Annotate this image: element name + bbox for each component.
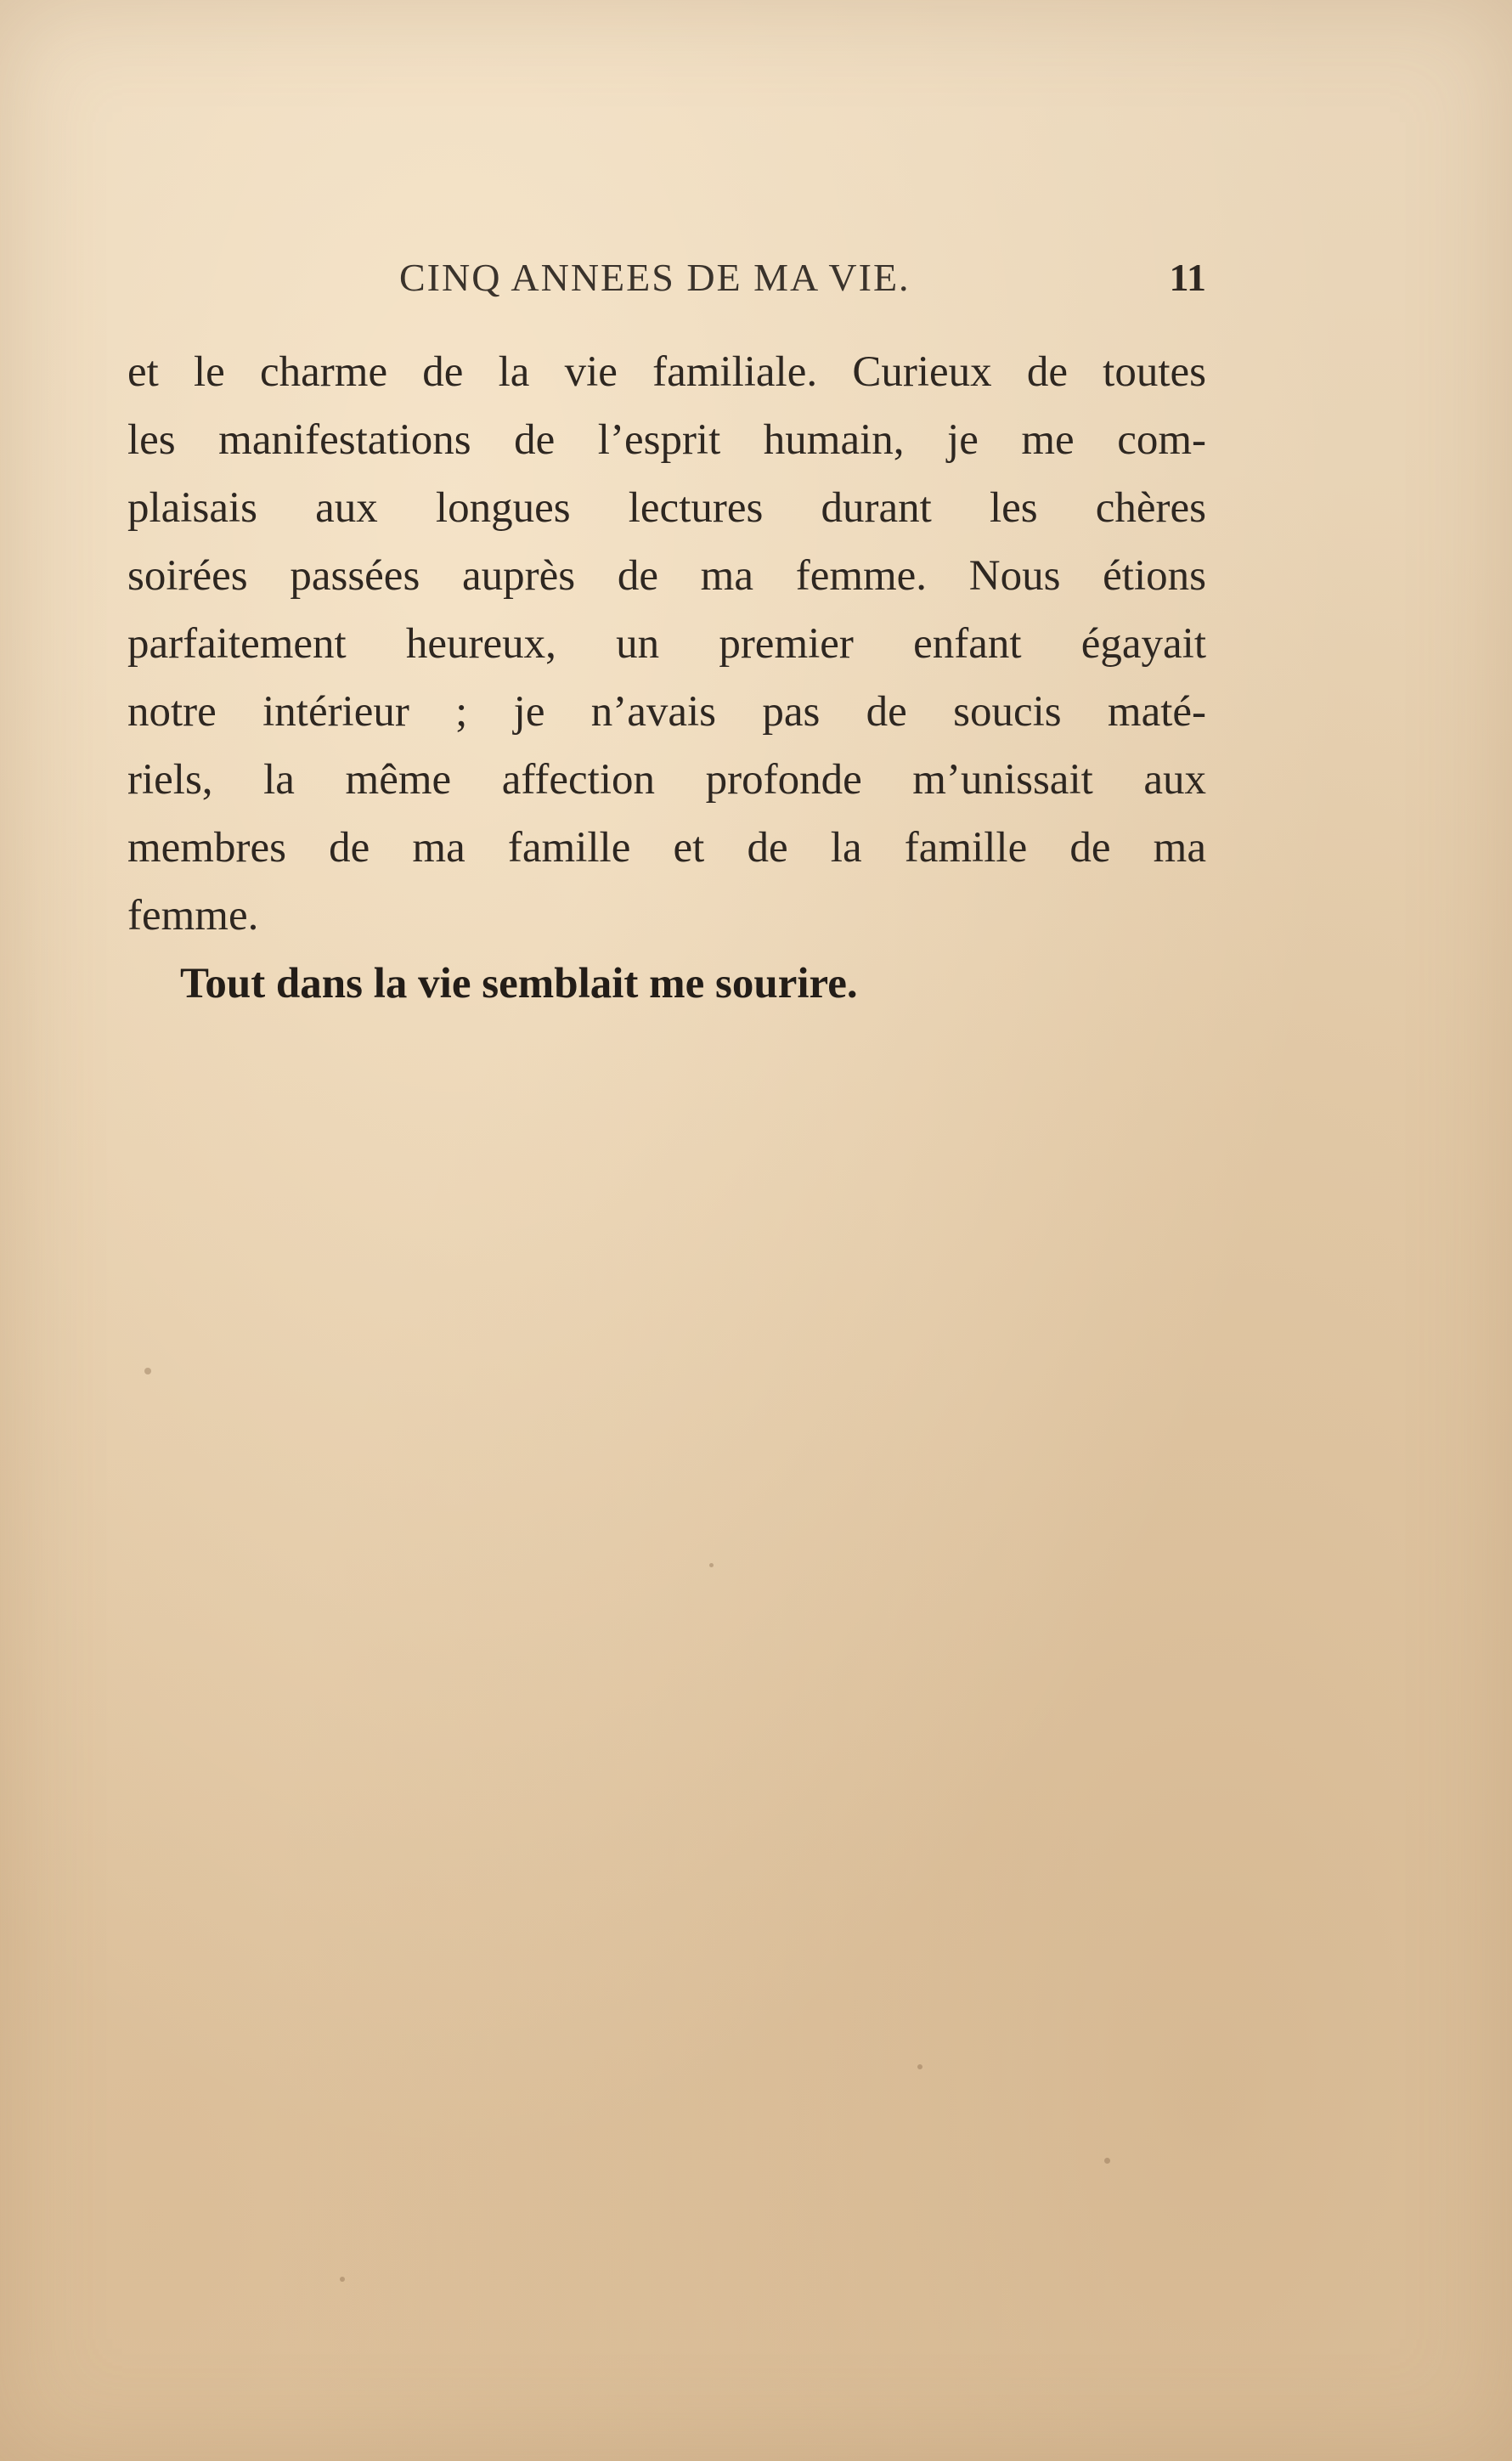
paper-speck bbox=[144, 1368, 151, 1374]
body-text bbox=[127, 338, 1206, 1018]
text-line: membres de ma famille et de la famille de ma bbox=[127, 824, 1206, 872]
paper-speck bbox=[1104, 2158, 1110, 2164]
text-line: riels, la même affection profonde m’unissait aux bbox=[127, 756, 1206, 804]
text-line: soirées passées auprès de ma femme. Nous étions bbox=[127, 552, 1206, 600]
text-line: notre intérieur ; je n’avais pas de soucis maté- bbox=[127, 688, 1206, 736]
closing-line: Tout dans la vie semblait me sourire. bbox=[180, 960, 858, 1008]
paper-speck bbox=[917, 2064, 922, 2069]
page-number: 11 bbox=[1169, 256, 1206, 299]
text-line: les manifestations de l’esprit humain, je me com- bbox=[127, 416, 1206, 464]
text-line: plaisais aux longues lectures durant les chères bbox=[127, 484, 1206, 532]
text-line: et le charme de la vie familiale. Curieux de toutes bbox=[127, 348, 1206, 396]
paper-speck bbox=[709, 1563, 714, 1567]
text-line: femme. bbox=[127, 892, 259, 940]
paper-speck bbox=[340, 2277, 345, 2282]
text-line: parfaitement heureux, un premier enfant égayait bbox=[127, 620, 1206, 668]
running-title: CINQ ANNEES DE MA VIE. bbox=[399, 256, 911, 299]
page-header bbox=[127, 255, 1206, 306]
